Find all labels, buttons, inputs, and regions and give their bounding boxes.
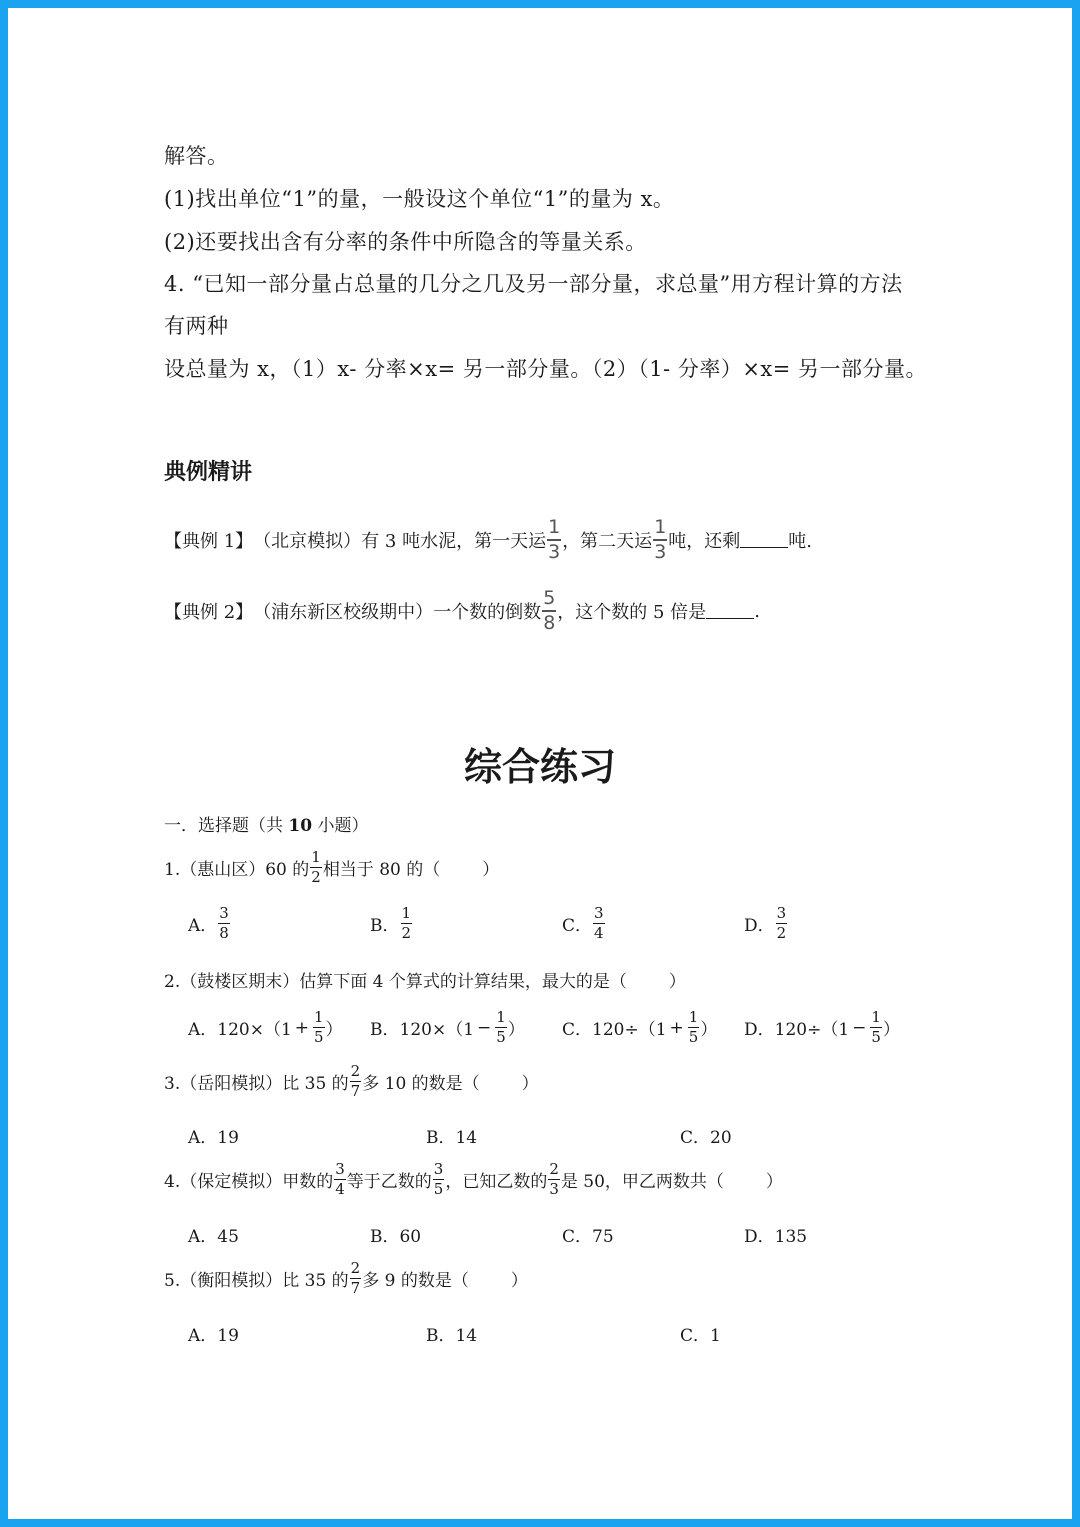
close-paren: ） xyxy=(700,1020,718,1040)
option-letter: D． xyxy=(744,1020,775,1040)
denominator: 2 xyxy=(401,924,412,942)
example-1-source: （北京模拟） xyxy=(253,531,362,552)
numerator: 1 xyxy=(401,904,412,922)
numerator: 3 xyxy=(776,904,787,922)
numerator: 3 xyxy=(335,1160,345,1178)
fraction xyxy=(350,1261,362,1296)
question-text: 多 10 的数是（ xyxy=(362,1074,480,1094)
example-1-fraction-1 xyxy=(547,518,561,562)
denominator: 5 xyxy=(496,1028,506,1046)
option-expression: 120×（1 xyxy=(217,1020,292,1040)
option-expression: 120×（1 xyxy=(399,1020,475,1040)
example-2-fraction xyxy=(542,589,556,633)
question-4-stem xyxy=(164,1162,783,1197)
answer-blank[interactable] xyxy=(706,604,754,619)
question-text: 是 50，甲乙两数共（ xyxy=(560,1172,724,1192)
section-title-examples: 典例精讲 xyxy=(164,460,253,485)
option-fraction xyxy=(688,1010,700,1045)
numerator: 1 xyxy=(311,848,321,866)
question-text: 等于乙数的 xyxy=(346,1172,432,1192)
denominator: 5 xyxy=(871,1028,881,1046)
close-paren: ） xyxy=(325,1020,343,1040)
denominator: 5 xyxy=(433,1180,444,1198)
q4-option-a[interactable]: A．45 xyxy=(188,1227,239,1247)
q3-option-c[interactable]: C．20 xyxy=(680,1128,732,1148)
part-heading-pre: 一．选择题（共 xyxy=(164,816,289,836)
example-1-label: 【典例 1】 xyxy=(164,531,254,552)
question-text: 3.（岳阳模拟）比 35 的 xyxy=(164,1074,349,1094)
example-1-text-2: ，第二天运 xyxy=(562,531,653,552)
example-2-text-3: . xyxy=(754,600,760,622)
close-paren: ） xyxy=(882,1020,900,1040)
option-expression: 120÷（1 xyxy=(774,1020,850,1040)
denominator: 8 xyxy=(219,924,229,942)
example-1-text-3: 吨，还剩 xyxy=(668,531,741,552)
q1-option-d[interactable] xyxy=(744,906,788,941)
example-2-text-1: 一个数的倒数 xyxy=(433,602,542,623)
q4-option-b[interactable]: B．60 xyxy=(370,1227,422,1247)
q2-option-c[interactable] xyxy=(562,1010,717,1045)
q3-option-a[interactable]: A．19 xyxy=(188,1128,239,1148)
q2-option-b[interactable] xyxy=(370,1010,525,1045)
option-letter: B． xyxy=(370,1020,400,1040)
close-paren: ） xyxy=(507,1020,525,1040)
numerator: 2 xyxy=(350,1062,361,1080)
q5-option-c[interactable]: C．1 xyxy=(680,1326,721,1346)
part-heading xyxy=(164,811,368,836)
intro-line-3: (2)还要找出含有分率的条件中所隐含的等量关系。 xyxy=(164,230,647,254)
question-text: 多 9 的数是（ xyxy=(362,1271,469,1291)
question-3-stem xyxy=(164,1064,539,1099)
numerator: 1 xyxy=(548,516,561,538)
denominator: 2 xyxy=(311,868,321,886)
denominator: 8 xyxy=(543,612,556,634)
example-1-fraction-2 xyxy=(653,518,667,562)
numerator: 2 xyxy=(350,1259,361,1277)
question-close: ） xyxy=(521,1074,539,1094)
question-text: 2.（鼓楼区期末）估算下面 4 个算式的计算结果，最大的是（ xyxy=(164,972,627,992)
option-fraction xyxy=(593,906,605,941)
intro-line-5: 有两种 xyxy=(164,314,229,338)
option-letter: C． xyxy=(562,916,593,936)
operator: + xyxy=(669,1017,684,1038)
option-letter: C． xyxy=(562,1020,593,1040)
fraction xyxy=(350,1064,362,1099)
operator: + xyxy=(294,1017,310,1038)
option-fraction xyxy=(401,906,413,941)
question-5-stem xyxy=(164,1261,528,1296)
question-close: ） xyxy=(482,860,500,880)
denominator: 2 xyxy=(776,924,787,942)
answer-blank[interactable] xyxy=(740,533,788,548)
q2-option-a[interactable] xyxy=(188,1010,343,1045)
option-fraction xyxy=(495,1010,507,1045)
denominator: 4 xyxy=(335,1180,345,1198)
fraction xyxy=(548,1162,560,1197)
part-heading-post: 小题） xyxy=(312,816,369,836)
option-letter: B． xyxy=(370,916,400,936)
option-fraction xyxy=(870,1010,882,1045)
numerator: 1 xyxy=(654,516,667,538)
denominator: 3 xyxy=(548,541,561,563)
q4-option-c[interactable]: C．75 xyxy=(562,1227,614,1247)
option-fraction xyxy=(776,906,788,941)
example-2 xyxy=(164,589,760,633)
question-text: ，已知乙数的 xyxy=(445,1172,548,1192)
question-text: 4.（保定模拟）甲数的 xyxy=(164,1172,334,1192)
operator: − xyxy=(477,1017,492,1038)
numerator: 3 xyxy=(594,904,604,922)
question-close: ） xyxy=(668,972,686,992)
denominator: 7 xyxy=(350,1279,361,1297)
fraction xyxy=(433,1162,445,1197)
intro-line-1: 解答。 xyxy=(164,144,229,168)
fraction xyxy=(310,850,322,885)
example-2-source: （浦东新区校级期中） xyxy=(253,602,434,623)
example-1-text-1: 有 3 吨水泥，第一天运 xyxy=(361,531,547,552)
intro-line-6: 设总量为 x，（1）x- 分率×x= 另一部分量。（2）（1- 分率）×x= 另一部分量。 xyxy=(164,357,928,381)
example-1-text-4: 吨. xyxy=(788,531,813,552)
intro-line-4: 4. “已知一部分量占总量的几分之几及另一部分量，求总量”用方程计算的方法 xyxy=(164,272,903,296)
example-2-label: 【典例 2】 xyxy=(164,602,254,623)
numerator: 1 xyxy=(496,1008,506,1026)
option-fraction xyxy=(218,906,230,941)
intro-line-2: (1)找出单位“1”的量，一般设这个单位“1”的量为 x。 xyxy=(164,187,675,211)
question-close: ） xyxy=(765,1172,783,1192)
option-letter: A． xyxy=(188,916,218,936)
question-text: 5.（衡阳模拟）比 35 的 xyxy=(164,1271,349,1291)
denominator: 4 xyxy=(594,924,604,942)
denominator: 5 xyxy=(314,1028,324,1046)
question-text: 1.（惠山区）60 的 xyxy=(164,860,310,880)
option-expression: 120÷（1 xyxy=(592,1020,667,1040)
q5-option-a[interactable]: A．19 xyxy=(188,1326,239,1346)
question-2-stem xyxy=(164,967,686,992)
option-fraction xyxy=(313,1010,325,1045)
q5-option-b[interactable]: B．14 xyxy=(426,1326,478,1346)
part-heading-count: 10 xyxy=(288,816,313,836)
numerator: 1 xyxy=(688,1008,699,1026)
numerator: 1 xyxy=(871,1008,881,1026)
q1-option-b[interactable] xyxy=(370,906,413,941)
q4-option-d[interactable]: D．135 xyxy=(744,1227,808,1247)
question-close: ） xyxy=(510,1271,528,1291)
q1-option-c[interactable] xyxy=(562,906,606,941)
numerator: 2 xyxy=(549,1160,559,1178)
numerator: 1 xyxy=(314,1008,324,1026)
option-letter: D． xyxy=(744,916,775,936)
numerator: 5 xyxy=(543,587,556,609)
denominator: 3 xyxy=(654,541,667,563)
q3-option-b[interactable]: B．14 xyxy=(426,1128,478,1148)
q1-option-a[interactable] xyxy=(188,906,231,941)
example-1 xyxy=(164,518,812,562)
numerator: 3 xyxy=(433,1160,444,1178)
numerator: 3 xyxy=(219,904,229,922)
denominator: 7 xyxy=(350,1082,361,1100)
denominator: 3 xyxy=(549,1180,559,1198)
option-letter: A． xyxy=(188,1020,218,1040)
example-2-text-2: ，这个数的 5 倍是 xyxy=(557,602,707,623)
section-title-practice: 综合练习 xyxy=(463,745,616,789)
question-1-stem xyxy=(164,850,499,885)
fraction xyxy=(334,1162,346,1197)
operator: − xyxy=(852,1017,867,1038)
q2-option-d[interactable] xyxy=(744,1010,900,1045)
denominator: 5 xyxy=(688,1028,699,1046)
question-text: 相当于 80 的（ xyxy=(322,860,441,880)
